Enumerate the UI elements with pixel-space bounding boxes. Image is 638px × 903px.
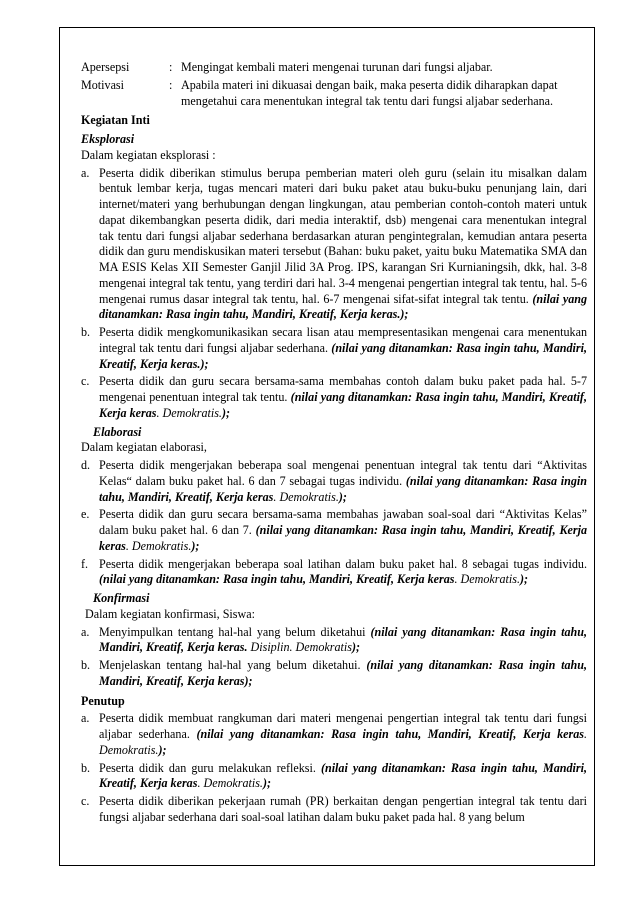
- list-item-body: Peserta didik mengerjakan beberapa soal latihan dalam buku paket hal. 8 sebagai tugas individu.: [99, 556, 587, 571]
- nilai-note-extra: . Demokratis.: [99, 727, 587, 757]
- nilai-note: (nilai yang ditanamkan: Rasa ingin tahu, Mandiri, Kreatif, Kerja keras: [196, 727, 584, 741]
- konfirmasi-intro: Dalam kegiatan konfirmasi, Siswa:: [85, 606, 255, 621]
- nilai-note: (nilai yang ditanamkan: Rasa ingin tahu, Mandiri, Kreatif, Kerja keras: [99, 572, 455, 587]
- konfirmasi-list: [81, 625, 587, 690]
- list-item: [81, 374, 587, 421]
- list-item: [81, 794, 587, 826]
- list-item-marker: a.: [81, 624, 90, 639]
- list-item-text: [99, 374, 587, 421]
- list-item: [81, 625, 587, 657]
- motivasi-label: Motivasi: [81, 77, 125, 92]
- list-item-text: [99, 557, 587, 589]
- list-item-body: Peserta didik dan guru secara bersama-sama membahas contoh dalam buku paket pada hal. 5-7 mengenai penentuan integral tak tentu.: [99, 374, 587, 404]
- list-item-marker: a.: [81, 711, 90, 726]
- nilai-note-close: );: [158, 742, 167, 757]
- list-item: [81, 658, 587, 690]
- list-item: [81, 166, 587, 324]
- list-item-text: [99, 794, 587, 826]
- motivasi-separator: :: [169, 77, 173, 92]
- list-item: [81, 458, 587, 505]
- list-item: [81, 557, 587, 589]
- list-item: [81, 711, 587, 758]
- list-item-marker: a.: [81, 165, 90, 180]
- nilai-note-extra: . Demokratis.: [156, 405, 222, 420]
- nilai-note-close: );: [520, 572, 529, 587]
- list-item-marker: b.: [81, 325, 91, 339]
- list-item-marker: e.: [81, 507, 90, 522]
- nilai-note: (nilai yang ditanamkan: Rasa ingin tahu, Mandiri, Kreatif, Kerja keras: [99, 760, 588, 791]
- motivasi-row: [81, 78, 587, 110]
- nilai-note: (nilai yang ditanamkan: Rasa ingin tahu, Mandiri, Kreatif, Kerja keras.: [99, 624, 587, 655]
- list-item: [81, 761, 587, 793]
- nilai-note: (nilai yang ditanamkan: Rasa ingin tahu, Mandiri, Kreatif, Kerja keras: [99, 473, 587, 504]
- elaborasi-title: Elaborasi: [93, 424, 142, 439]
- elaborasi-section: [81, 425, 587, 589]
- nilai-note: (nilai yang ditanamkan: Rasa ingin tahu, Mandiri, Kreatif, Kerja keras.);: [99, 291, 588, 322]
- list-item-text: [99, 711, 587, 758]
- nilai-note-extra: . Demokratis.: [197, 776, 263, 791]
- list-item-text: [99, 166, 587, 324]
- list-item-body: Peserta didik diberikan stimulus berupa pemberian materi oleh guru (selain itu misalkan dalam bentuk lembar kerja, tugas mencari materi dari buku paket atau buku-buku penunjang lain, dari internet/materi yang berhubungan dengan lingkungan, atau pemberian contoh-contoh materi untuk dapat dikembangkan peserta didik, dari media interaktif, dsb) mengenai cara menentukan integral tak tentu dari fungsi aljabar sederhana berdasarkan aturan pengintegralan, kemudian antara peserta didik dan guru mendiskusikan materi tersebut (Bahan: buku paket, yaitu buku Matematika SMA dan MA ESIS Kelas XII Semester Ganjil Jilid 3A Prog. IPS, karangan Sri Kurnianingsih, dkk, hal. 3-8 mengenai integral tak tentu, yang terdiri dari hal. 3-4 mengenai pengertian integral tak tentu, hal. 5-6 mengenai rumus dasar integral tak tentu, hal. 6-7 mengenai sifat-sifat integral tak tentu.: [99, 165, 587, 306]
- apersepsi-text: Mengingat kembali materi mengenai turunan dari fungsi aljabar.: [181, 60, 493, 74]
- konfirmasi-title: Konfirmasi: [93, 591, 150, 605]
- list-item-body: Peserta didik diberikan pekerjaan rumah (PR) berkaitan dengan pengertian integral tak tentu dari fungsi aljabar sederhana dari soal-soal latihan dalam buku paket pada hal. 8 yang belum: [99, 794, 587, 824]
- penutup-heading: Penutup: [81, 693, 125, 708]
- penutup-section: [81, 694, 587, 826]
- eksplorasi-heading: [81, 132, 587, 148]
- motivasi-text: Apabila materi ini dikuasai dengan baik, maka peserta didik diharapkan dapat mengetahui cara menentukan integral tak tentu dari fungsi aljabar sederhana.: [181, 77, 558, 108]
- apersepsi-row: [81, 60, 587, 76]
- list-item-body: Peserta didik membuat rangkuman dari materi mengenai pengertian integral tak tentu dari fungsi aljabar sederhana.: [99, 711, 587, 741]
- elaborasi-list: [81, 458, 587, 588]
- list-item-marker: b.: [81, 658, 91, 672]
- list-item-text: [99, 507, 587, 554]
- nilai-note: (nilai yang ditanamkan: Rasa ingin tahu, Mandiri, Kreatif, Kerja keras: [99, 523, 588, 553]
- penutup-list: [81, 711, 587, 825]
- nilai-note-extra: . Demokratis.: [273, 489, 339, 504]
- eksplorasi-intro: Dalam kegiatan eksplorasi :: [81, 147, 216, 162]
- list-item-body: Peserta didik mengkomunikasikan secara lisan atau mempresentasikan mengenai cara menentukan integral tak tentu dari fungsi aljabar sederhana.: [99, 325, 587, 355]
- list-item-text: [99, 625, 587, 657]
- nilai-note-close: );: [262, 776, 271, 791]
- list-item-body: Menjelaskan tentang hal-hal yang belum diketahui.: [99, 658, 367, 672]
- list-item-text: [99, 325, 587, 372]
- nilai-note: (nilai yang ditanamkan: Rasa ingin tahu, Mandiri, Kreatif, Kerja keras);: [99, 658, 587, 688]
- apersepsi-separator: :: [169, 60, 173, 74]
- konfirmasi-heading: [81, 591, 587, 607]
- list-item-body: Peserta didik dan guru secara bersama-sama membahas jawaban soal-soal dari “Aktivitas Kelas” dalam buku paket hal. 6 dan 7.: [99, 507, 587, 537]
- list-item-marker: c.: [81, 374, 90, 389]
- nilai-note-close: );: [221, 405, 231, 420]
- list-item-marker: f.: [81, 556, 89, 571]
- list-item-marker: b.: [81, 760, 91, 775]
- list-item-text: [99, 658, 587, 690]
- list-item-text: [99, 458, 587, 505]
- list-item-body: Menyimpulkan tentang hal-hal yang belum diketahui: [99, 624, 371, 639]
- list-item-marker: d.: [81, 458, 91, 472]
- eksplorasi-section: [81, 132, 587, 422]
- elaborasi-intro: Dalam kegiatan elaborasi,: [81, 440, 207, 455]
- nilai-note: (nilai yang ditanamkan: Rasa ingin tahu, Mandiri, Kreatif, Kerja keras: [99, 390, 587, 420]
- nilai-note: (nilai yang ditanamkan: Rasa ingin tahu, Mandiri, Kreatif, Kerja keras.);: [99, 340, 587, 371]
- list-item-marker: c.: [81, 794, 90, 808]
- nilai-note-extra: . Demokratis.: [454, 572, 520, 587]
- list-item-body: Peserta didik mengerjakan beberapa soal mengenai penentuan integral tak tentu dari “Aktivitas Kelas“ dalam buku paket hal. 6 dan 7 sebagai tugas individu.: [99, 458, 587, 488]
- eksplorasi-list: [81, 166, 587, 422]
- list-item-text: [99, 761, 587, 793]
- nilai-note-extra: Disiplin. Demokratis: [247, 640, 352, 655]
- list-item: [81, 325, 587, 372]
- list-item: [81, 507, 587, 554]
- list-item-body: Peserta didik dan guru melakukan refleksi.: [99, 760, 321, 775]
- nilai-note-extra: . Demokratis.: [125, 538, 192, 553]
- nilai-note-close: );: [338, 489, 347, 504]
- nilai-note-close: );: [351, 640, 361, 655]
- nilai-note-close: );: [191, 538, 200, 553]
- eksplorasi-title: Eksplorasi: [81, 132, 135, 146]
- apersepsi-label: Apersepsi: [81, 60, 130, 74]
- lesson-plan-content: [81, 60, 587, 826]
- kegiatan-inti-heading: Kegiatan Inti: [81, 113, 150, 128]
- elaborasi-heading: [81, 425, 587, 441]
- konfirmasi-section: [81, 591, 587, 690]
